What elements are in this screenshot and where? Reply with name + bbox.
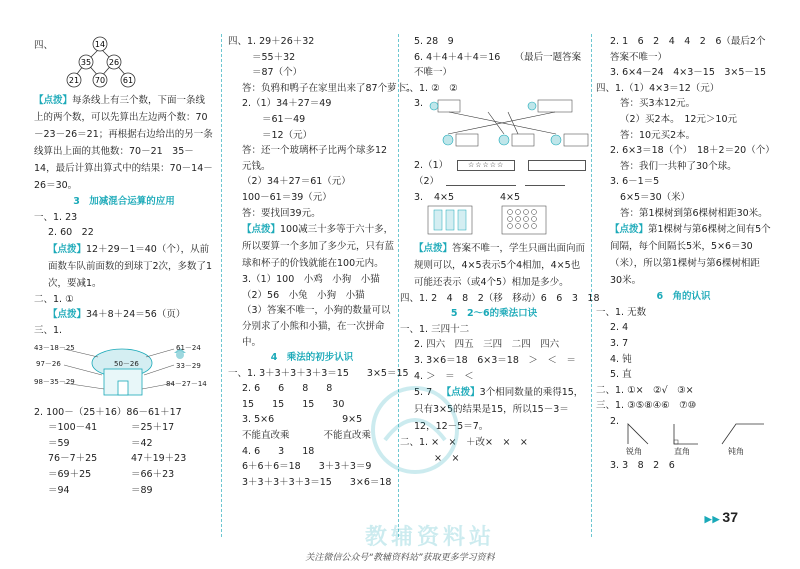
- tree-node: 21: [68, 76, 80, 85]
- hint-paragraph: [34, 241, 214, 292]
- hint-paragraph: [228, 221, 396, 272]
- answer-line: 二、1. ①: [34, 293, 74, 305]
- section-title: 6 角的认识: [656, 291, 711, 303]
- answer-line: ＝55＋32: [252, 51, 296, 63]
- section-title: 3 加减混合运算的应用: [73, 196, 175, 207]
- answer-line: 2.（1） ☆☆☆☆☆: [400, 158, 588, 174]
- answer-line: × ×: [434, 452, 460, 464]
- hint-tag: 【点拨】: [242, 224, 281, 236]
- answer-line: 5. 28 9: [414, 36, 454, 47]
- calc-row: 2. 100－（25＋16） 86－61＋17: [34, 406, 182, 418]
- answer-line: 不能直改乘 不能直改乘: [242, 430, 372, 442]
- column-2: [228, 34, 416, 539]
- answer-line: 四、1. 2 4 8 2（移 移动）6 6 3 18: [400, 292, 600, 304]
- hint-paragraph: 5. 7 【点拨】3个相同数量的乘得15，只有3×5的结果是15，所以15－3＝12，12－5＝7。: [400, 384, 588, 435]
- hint-paragraph: [596, 221, 771, 289]
- column-divider: [398, 34, 399, 537]
- calc-row: ＝59 ＝42: [48, 437, 153, 449]
- group-figure: [525, 176, 565, 186]
- house-label: 50－26: [114, 359, 139, 368]
- answer-line: 3. 6－1＝5: [610, 176, 660, 188]
- column-1: [34, 34, 214, 539]
- answer-line: 2. 4: [610, 322, 629, 334]
- angle-label: 钝角: [728, 446, 744, 456]
- answer-line: ＝87（个）: [252, 67, 303, 79]
- calc-row: 76－7＋25 47＋19＋23: [48, 453, 187, 465]
- hint-paragraph: [400, 240, 588, 291]
- array-figure: 3. 4×5 4×5: [400, 192, 588, 238]
- star-group-figure: ☆☆☆☆☆: [457, 160, 515, 171]
- answer-line: 3. 5×6 9×5: [242, 414, 363, 426]
- answer-line: 6. 4＋4＋4＋4＝16 （最后一题答案不唯一）: [414, 51, 582, 79]
- answer-line: 2. 60 22: [48, 227, 94, 239]
- answer-line: （2）买2本。 12元＞10元: [620, 113, 738, 125]
- house-label: 43－18－25: [34, 343, 75, 352]
- answer-line: 2. 四六 四五 三四 二四 四六: [414, 339, 560, 351]
- answer-line: （2）: [400, 174, 588, 190]
- hint-text: 第1棵树与第6棵树之间有5个间隔，每个间隔长5米，5×6＝30（米），所以第1棵树与第6棵树相距30米。: [610, 224, 771, 287]
- house-label: 98－35－29: [34, 377, 75, 386]
- star-group-figure: [528, 160, 586, 171]
- hint-paragraph: [34, 92, 214, 194]
- answer-line: 答：10元买2本。: [620, 129, 696, 141]
- matching-figure: 3.: [400, 98, 588, 156]
- column-3: [400, 34, 600, 539]
- answer-line: 答：第1棵树到第6棵树相距30米。: [620, 207, 768, 219]
- answer-line: 4. ＞ ＝ ＜: [414, 370, 474, 382]
- answer-line: 2.（1）34＋27＝49: [242, 98, 332, 110]
- angle-label: 直角: [674, 446, 690, 456]
- answer-line: 3＋3＋3＋3＋3＝15 3×6＝18: [242, 476, 392, 488]
- hint-tag: 【点拨】: [610, 224, 649, 236]
- answer-line: 答：负鸦和鸭子在家里出来了87个萝卜。: [242, 82, 416, 94]
- answer-line: 一、1. 23: [34, 211, 78, 223]
- house-label: 97－26: [36, 359, 61, 368]
- answer-line: 100－61＝39（元）: [242, 191, 332, 203]
- footer-note: 关注微信公众号“教辅资料站”获取更多学习资料: [305, 553, 495, 563]
- hint-text: 每条线上有三个数，下面一条线上的两个数，可以先算出左边两个数：70－23－26＝21；再根据右边给出的另一条线算出上面的其他数：70－21 35－14，最后计算出算式中的结果：70－14－26＝30。: [34, 95, 213, 191]
- section-title: 4 乘法的初步认识: [270, 352, 354, 364]
- calc-row: ＝100－41 ＝25＋17: [48, 422, 175, 434]
- answer-line: 一、1. 无数: [596, 306, 647, 318]
- answer-line: 二、1. ② ②: [400, 82, 458, 94]
- hint-text: 100减三十多等于六十多，所以要算一个多加了多少元，只有蓝球和杯子的价钱就能在100元内。: [242, 224, 395, 270]
- group-figure: [446, 176, 516, 186]
- number-tree-diagram: [62, 34, 182, 92]
- column-divider: [221, 34, 222, 537]
- answer-line: 答：还一个玻璃杯子比两个球多12元钱。: [242, 145, 388, 172]
- answer-line: 一、1. 三四十二: [400, 323, 470, 335]
- tree-node: 70: [94, 76, 106, 85]
- answer-line: 2. 1 6 2 4 4 2 6（最后2个答案不唯一）: [610, 36, 766, 63]
- calc-row: ＝94 ＝89: [48, 484, 153, 496]
- answer-line: 二、1. × × ＋改× × ×: [400, 437, 528, 449]
- hint-tag: 【点拨】: [48, 309, 87, 321]
- answer-line: （3）答案不唯一，小狗的数量可以分别求了小熊和小猫，在一次拼命中。: [242, 305, 391, 348]
- calculation-block: [34, 405, 214, 499]
- hint-text: 12＋29－1＝40（个），从前面数车队前面数的到球丁2次，多数了1次，要减1。: [48, 243, 213, 289]
- house-label: 61－24: [176, 343, 201, 352]
- hint-tag: 【点拨】: [34, 95, 73, 106]
- answer-line: 6×5＝30（米）: [620, 191, 691, 203]
- answer-line: 4. 钝: [610, 353, 632, 365]
- answer-line: 答：要找回39元。: [242, 207, 321, 219]
- answer-line: ＝61－49: [262, 113, 306, 125]
- answer-line: 四、1. 29＋26＋32: [228, 36, 315, 47]
- page-number: ▶▶ 37: [704, 509, 738, 525]
- answer-line: 3. 7: [610, 337, 629, 349]
- number-tree: [34, 34, 214, 92]
- dot-array: [428, 206, 578, 238]
- hint-text: 答案不唯一，学生只画出面向而规则可以，4×5表示5个4相加，4×5也可能还表示（或4个5）相加是多少。: [414, 242, 586, 288]
- answer-line: （2）34＋27＝61（元）: [242, 176, 351, 188]
- hint-paragraph: [34, 307, 214, 323]
- answer-line: 5. 直: [610, 369, 632, 381]
- tree-node: 61: [122, 76, 134, 85]
- answer-line: 二、1. ①× ②√ ③×: [596, 384, 694, 396]
- column-4: [596, 34, 775, 539]
- answer-line: （2）56 小兔 小狗 小猫: [242, 289, 365, 301]
- tree-node: 26: [108, 58, 120, 67]
- answer-line: 答：买3本12元。: [620, 98, 696, 110]
- answer-line: 3.（1）100 小鸡 小狗 小猫: [242, 274, 380, 286]
- answer-line: 三、1.: [34, 324, 63, 336]
- hint-tag: 【点拨】: [48, 243, 87, 255]
- section-title: 5 2～6的乘法口诀: [450, 308, 538, 320]
- answer-line: 15 15 15 30: [242, 398, 345, 410]
- hint-text: 34＋8＋24＝56（页）: [86, 309, 186, 321]
- answer-line: 3. 6×4－24 4×3－15 3×5－15: [610, 67, 766, 79]
- matching-diagram: [428, 98, 598, 156]
- tree-node: 35: [80, 58, 92, 67]
- angle-label: 锐角: [626, 446, 642, 456]
- hint-tag: 【点拨】: [441, 387, 480, 399]
- watermark-text: 教辅资料站: [365, 525, 496, 550]
- answer-line: 2. 6×3＝18（个） 18＋2＝20（个）: [610, 145, 775, 157]
- answer-line: 三、1. ③⑤⑧④⑥ ⑦⑩: [596, 400, 697, 412]
- hint-text: 3个相同数量的乘得15，只有3×5的结果是15，所以15－3＝12，12－5＝7。: [414, 387, 584, 433]
- tree-node: 14: [94, 40, 106, 49]
- hint-tag: 【点拨】: [414, 242, 453, 254]
- angle-drawings: [626, 420, 766, 448]
- answer-line: 2. 6 6 8 8: [242, 383, 333, 395]
- answer-line: 6＋6＋6＝18 3＋3＋3＝9: [242, 461, 372, 473]
- answer-line: 3. 3×6＝18 6×3＝18 ＞ ＜ ＝: [414, 354, 576, 366]
- angle-figures: 2. 锐角 直角 钝角: [596, 416, 771, 456]
- answer-line: 四、1.（1）4×3＝12（元）: [596, 82, 720, 94]
- answer-line: 答：我们一共种了30个球。: [620, 160, 737, 172]
- answer-line: 3. 3 8 2 6: [610, 459, 675, 471]
- house-diagram: [34, 341, 214, 403]
- house-label: 84－27－14: [166, 379, 207, 388]
- answer-line: ＝12（元）: [262, 129, 313, 141]
- question-label: 四、: [34, 40, 54, 51]
- answer-line: 4. 6 3 18: [242, 445, 315, 457]
- arrow-icon: ▶▶: [704, 514, 721, 524]
- calc-row: ＝69＋25 ＝66＋23: [48, 468, 175, 480]
- answer-line: 一、1. 3＋3＋3＋3＋3＝15 3×5＝15: [228, 367, 409, 379]
- house-label: 33－29: [176, 361, 201, 370]
